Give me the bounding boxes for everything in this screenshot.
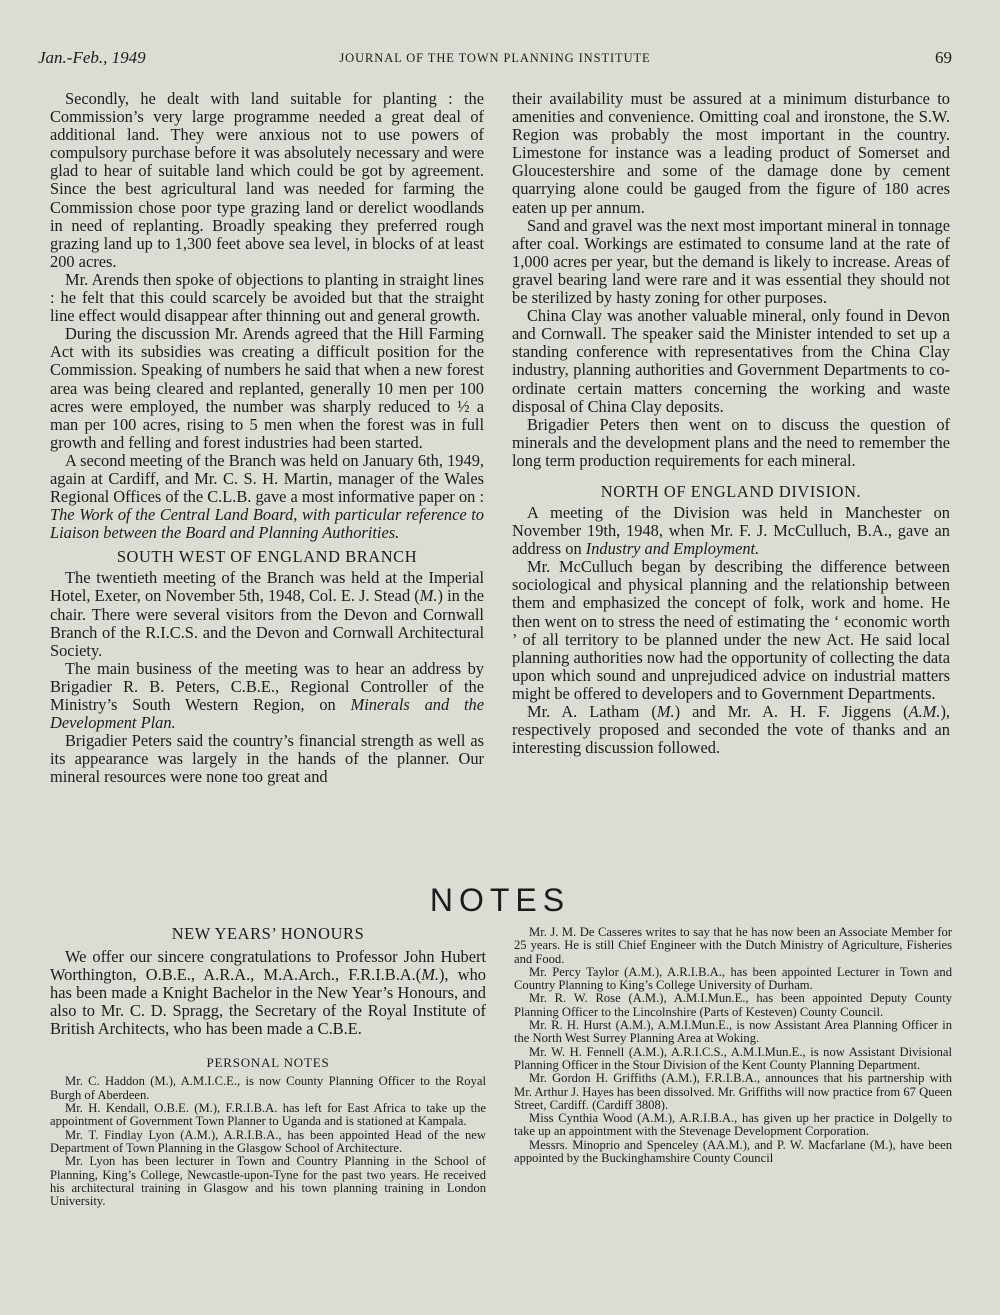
note-item: Mr. Lyon has been lecturer in Town and Country Planning in the School of Planning, King’s College, Newcastle-upon-Tyne for the past two years. He received his architectural training in Glasgow and his town planning training in London University. [50,1154,486,1209]
page-number: 69 [935,48,952,67]
notes-title: NOTES [429,882,571,918]
honours-heading: NEW YEARS’ HONOURS [171,924,365,943]
paragraph: China Clay was another valuable mineral, only found in Devon and Cornwall. The speaker said the Minister intended to set up a standing conference with representatives from the China Clay industry, planning authorities and Government Departments to co-ordinate certain matters concerning the working and waste disposal of China Clay deposits. [512,306,950,416]
issue-date: Jan.-Feb., 1949 [38,48,146,67]
note-item: Mr. C. Haddon (M.), A.M.I.C.E., is now County Planning Officer to the Royal Burgh of Aberdeen. [50,1074,486,1102]
paragraph: The main business of the meeting was to hear an address by Brigadier R. B. Peters, C.B.E., Regional Controller of the Ministry’s South Western Region, on Minerals and the Development Plan. [50,658,485,733]
paragraph: their availability must be assured at a minimum disturbance to amenities and convenience. Omitting coal and ironstone, the S.W. Region was probably the most important in the country. Limestone for instance was a leading product of Somerset and Gloucestershire and some of the damage done by cement quarrying alone could be gauged from the figure of 180 acres eaten up per annum. [512,89,950,217]
paragraph: A meeting of the Division was held in Manchester on November 19th, 1948, when Mr. F. J. McCulluch, B.A., gave an address on Industry and Employment. [512,502,950,559]
honours-text: We offer our sincere congratulations to Professor John Hubert Worthington, O.B.E., A.R.A., M.A.Arch., F.R.I.B.A.(M.), who has been made a Knight Bachelor in the New Year’s Honours, and also to Mr. C. D. Spragg, the Secretary of the Royal Institute of British Architects, who has been made a C.B.E. [50,947,486,1039]
journal-title: JOURNAL OF THE TOWN PLANNING INSTITUTE [339,51,651,65]
notes-right-column [514,926,952,1165]
paragraph: Sand and gravel was the next most important mineral in tonnage after coal. Workings are estimated to consume land at the rate of 1,000 acres per year, but the demand is likely to increase. Areas of gravel bearing land were rare and it was essential they should not be sterilized by hasty zoning for other purposes. [512,215,950,308]
note-item: Mr. J. M. De Casseres writes to say that he has now been an Associate Member for 25 years. He is still Chief Engineer with the Dutch Ministry of Agriculture, Fisheries and Food. [514,925,952,966]
paragraph: The twentieth meeting of the Branch was held at the Imperial Hotel, Exeter, on November 5th, 1948, Col. E. J. Stead (M.) in the chair. There were several visitors from the Devon and Cornwall Branch of the R.I.C.S. and the Devon and Cornwall Architectural Society. [50,568,484,660]
note-item: Mr. R. H. Hurst (A.M.), A.M.I.Mun.E., is now Assistant Area Planning Officer in the North West Surrey Planning Area at Woking. [514,1018,952,1046]
note-item: Mr. Percy Taylor (A.M.), A.R.I.B.A., has been appointed Lecturer in Town and Country Planning to King’s College University of Durham. [514,964,952,993]
left-column [50,90,484,786]
paragraph: Mr. Arends then spoke of objections to planting in straight lines : he felt that this could scarcely be avoided but that the straight line effect would disappear after thinning out and general growth. [50,269,484,326]
section-heading-south-west: SOUTH WEST OF ENGLAND BRANCH [116,547,418,567]
paragraph: During the discussion Mr. Arends agreed that the Hill Farming Act with its subsidies was creating a difficult position for the Commission. Speaking of numbers he said that when a new forest area was being cleared and replanted, generally 10 men per 100 acres were employed, the number was sharply reduced to ½ a man per 100 acres, rising to 5 men when the forest was in full growth and felling and forest industries had been started. [50,324,484,452]
section-heading-north: NORTH OF ENGLAND DIVISION. [600,481,862,501]
note-item: Mr. Gordon H. Griffiths (A.M.), F.R.I.B.A., announces that his partnership with Mr. Arthur J. Hayes has been dissolved. Mr. Griffiths will now practice from 67 Queen Street, Cardiff. (Cardiff 3808). [514,1071,952,1112]
note-item: Mr. T. Findlay Lyon (A.M.), A.R.I.B.A., has been appointed Head of the new Department of Town Planning in the Glasgow School of Architecture. [50,1127,486,1155]
note-item: Mr. W. H. Fennell (A.M.), A.R.I.C.S., A.M.I.Mun.E., is now Assistant Divisional Planning Officer in the Stour Division of the Kent County Planning Department. [514,1044,952,1072]
note-item: Mr. R. W. Rose (A.M.), A.M.I.Mun.E., has been appointed Deputy County Planning Officer to the Lincolnshire (Parts of Kesteven) County Council. [514,991,952,1019]
personal-notes [50,1075,486,1208]
paragraph: A second meeting of the Branch was held on January 6th, 1949, again at Cardiff, and Mr. C. S. H. Martin, manager of the Wales Regional Offices of the C.L.B. gave a most informative paper on : The Work of the Central Land Board, with particular reference to Liaison between the Board and Planning Authorities. [50,450,484,543]
note-item: Miss Cynthia Wood (A.M.), A.R.I.B.A., has given up her practice in Dolgelly to take up an appointment with the Stevenage Development Corporation. [514,1111,952,1139]
note-item: Mr. H. Kendall, O.B.E. (M.), F.R.I.B.A. has left for East Africa to take up the appointment of Government Town Planner to Uganda and is stationed at Kampala. [50,1101,486,1129]
running-header [38,48,952,72]
notes-left-column [50,924,486,1208]
paragraph: Mr. McCulluch began by describing the difference between sociological and physical planning and the relationship between them and emphasized the concept of folk, work and home. He then went on to stress the need of estimating the ‘ economic worth ’ of all territory to be planned under the new Act. He said local planning authorities now had the opportunity of collecting the data upon which sound and unprejudiced advice on industrial matters might be offered to developers and to Government Departments. [512,557,950,703]
paragraph: Secondly, he dealt with land suitable for planting : the Commission’s very large programme needed a great deal of additional land. They were anxious not to use powers of compulsory purchase before it was absolutely necessary and were glad to hear of suitable land which could be got by agreement. Since the best agricultural land was needed for farming the Commission chose poor type grazing land or derelict woodlands in need of replanting. Broadly speaking they preferred rough grazing land up to 1,300 feet above sea level, in blocks of at least 200 acres. [50,89,484,271]
paragraph: Brigadier Peters then went on to discuss the question of minerals and the development plans and the need to remember the long term production requirements for each mineral. [512,414,950,470]
right-column [512,90,950,757]
paragraph: Brigadier Peters said the country’s financial strength as well as its appearance was largely in the hands of the planner. Our mineral resources were none too great and [50,731,484,787]
personal-notes-heading: PERSONAL NOTES [206,1055,330,1071]
paragraph: Mr. A. Latham (M.) and Mr. A. H. F. Jiggens (A.M.), respectively proposed and seconded the vote of thanks and an interesting discussion followed. [512,702,950,758]
note-item: Messrs. Minoprio and Spenceley (AA.M.), and P. W. Macfarlane (M.), have been appointed by the Buckinghamshire County Council [514,1137,952,1166]
